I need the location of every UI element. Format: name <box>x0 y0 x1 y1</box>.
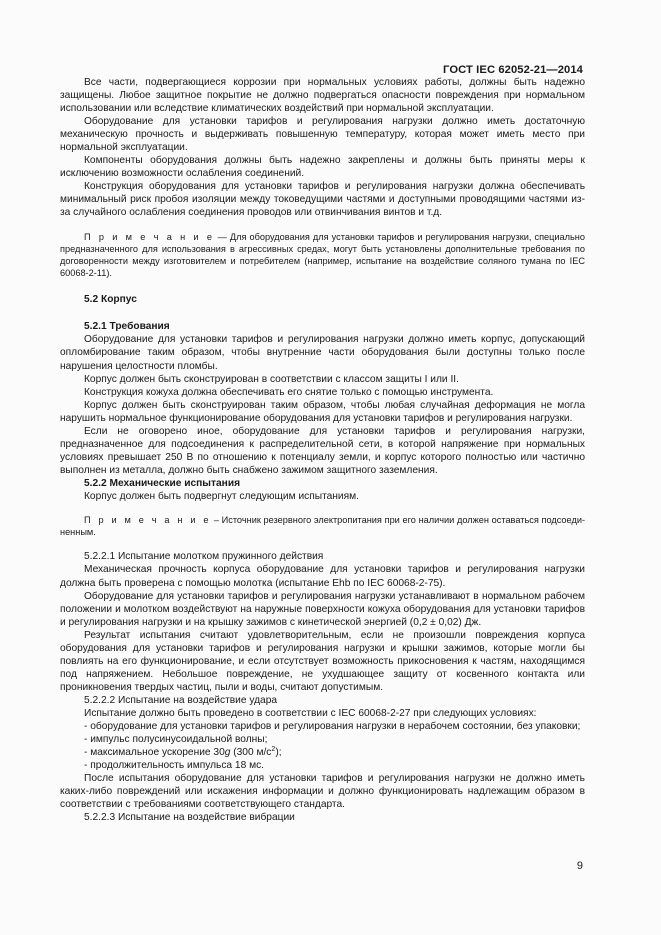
paragraph-components: Компоненты оборудования должны быть надежно закреплены и должны быть приняты меры к исключению возможности ослабления соединений. <box>60 155 585 180</box>
paragraph-corrosion: Все части, подвергающиеся коррозии при нормальных условиях работы, должны быть надежно защищены. Любое защитное покрытие не должно подвергаться опасности повреждения при нормальном использовании или вследствие климатических воздействий при нормальной эксплуатации. <box>60 77 585 115</box>
paragraph-deformation: Корпус должен быть сконструирован таким образом, чтобы любая случайная деформация не могла нарушить нормальное функционирование оборудования для установки тарифов и регулирования нагрузки. <box>60 399 585 424</box>
paragraph-shock-result: После испытания оборудование для установки тарифов и регулирования нагрузки не должно иметь каких-либо повреждений или искажения информации и должно функционировать надлежащим образом в соответствии с требованиями соответствующего стандарта. <box>60 773 585 811</box>
paragraph-tests-intro: Корпус должен быть подвергнут следующим испытаниям. <box>84 490 359 502</box>
paragraph-hammer-result: Результат испытания считают удовлетворительным, если не произошли повреждения корпуса оборудования для установки тарифов и регулирования нагрузки и крышки зажимов, которые могли бы повлиять на его функционирование, и если отсутствует возможность прикосновения к частям, находящимся под напряжением. Небольшое повреждение, не ухудшающее защиту от косвенного контакта или проникновения твердых частиц, пыли и воды, считают допустимым. <box>60 629 585 693</box>
acceleration-exponent: 2 <box>271 746 276 754</box>
paragraph-cover-removal: Конструкция кожуха должна обеспечивать его снятие только с помощью инструмента. <box>84 386 494 398</box>
acceleration-text: - максимальное ускорение 30 <box>84 747 225 759</box>
note-text: — Для оборудования для установки тарифов и регулирования нагрузки, специально предназначенного для использования в агрессивных средах, могут быть установлены дополнительные требования по договоренности между изготовителем и потребителем (например, испытание на воздействие соляного тумана по IEC 60068-2-11). <box>60 231 585 279</box>
section-heading-5-2-2-3: 5.2.2.3 Испытание на воздействие вибрации <box>84 812 295 824</box>
section-heading-5-2-2: 5.2.2 Механические испытания <box>84 477 241 489</box>
paragraph-mechanical-strength: Оборудование для установки тарифов и регулирования нагрузки должно иметь достаточную механическую прочность и выдерживать повышенную температуру, которая может иметь место при нормальной эксплуатации. <box>60 116 585 154</box>
section-heading-5-2: 5.2 Корпус <box>84 294 137 306</box>
note-text: – Источник резервного электропитания при его наличии должен оставаться подсоединенным. <box>60 515 586 538</box>
paragraph-construction: Конструкция оборудования для установки тарифов и регулирования нагрузки должна обеспечивать минимальный риск пробоя изоляции между токоведущими частями и доступными проводящими частями из-за случайного ослабления соединения проводов или отвинчивания винтов и т.д. <box>60 181 585 219</box>
paragraph-hammer-procedure: Оборудование для установки тарифов и регулирования нагрузки устанавливают в нормальном рабочем положении и молотком воздействуют на наружные поверхности кожуха оборудования для установки тарифов и регулирования нагрузки и на крышку зажимов с кинетической энергией (0,2 ± 0,02) Дж. <box>60 590 585 628</box>
section-heading-5-2-2-2: 5.2.2.2 Испытание на воздействие удара <box>84 694 278 706</box>
paragraph-hammer-strength: Механическая прочность корпуса оборудование для установки тарифов и регулирования нагрузки должна быть проверена с помощью молотка (испытание Ehb по IEC 60068-2-75). <box>60 564 585 589</box>
list-item-shock-state: - оборудование для установки тарифов и регулирования нагрузки в нерабочем состоянии, без упаковки; <box>84 721 581 733</box>
section-heading-5-2-1: 5.2.1 Требования <box>84 321 170 333</box>
acceleration-unit-g: g <box>224 747 231 759</box>
paragraph-sealing: Оборудование для установки тарифов и регулирования нагрузки должно иметь корпус, допускающий опломбирование таким образом, чтобы внутренние части оборудования были доступны только после нарушения целостности пломбы. <box>60 334 585 372</box>
page-number: 9 <box>576 860 583 872</box>
paragraph-grounding: Если не оговорено иное, оборудование для установки тарифов и регулирования нагрузки, предназначенное для подсоединения к распределительной сети, в которой напряжение при нормальных условиях превышает 250 В по отношению к потенциалу земли, и корпус которого полностью или частично выполнен из металла, должно быть снабжено зажимом защитного заземления. <box>60 425 585 476</box>
acceleration-close: ); <box>275 747 282 759</box>
note-backup-power <box>60 514 585 538</box>
standard-header: ГОСТ IEC 62052-21—2014 <box>443 64 583 76</box>
page-content <box>60 76 585 824</box>
list-item-shock-acceleration <box>60 746 585 759</box>
section-heading-5-2-2-1: 5.2.2.1 Испытание молотком пружинного действия <box>84 551 324 563</box>
list-item-shock-pulse: - импульс полусинусоидальной волны; <box>84 734 268 746</box>
list-item-shock-duration: - продолжительность импульса 18 мс. <box>84 760 265 772</box>
acceleration-si-text: (300 м/с <box>230 747 272 759</box>
paragraph-shock-intro: Испытание должно быть проведено в соответствии с IEC 60068-2-27 при следующих условиях: <box>84 708 537 719</box>
paragraph-protection-class: Корпус должен быть сконструирован в соответствии с классом защиты I или II. <box>84 373 459 385</box>
note-aggressive-environment <box>60 231 585 280</box>
note-label: П р и м е ч а н и е <box>84 515 212 526</box>
note-label: П р и м е ч а н и е <box>84 231 215 242</box>
